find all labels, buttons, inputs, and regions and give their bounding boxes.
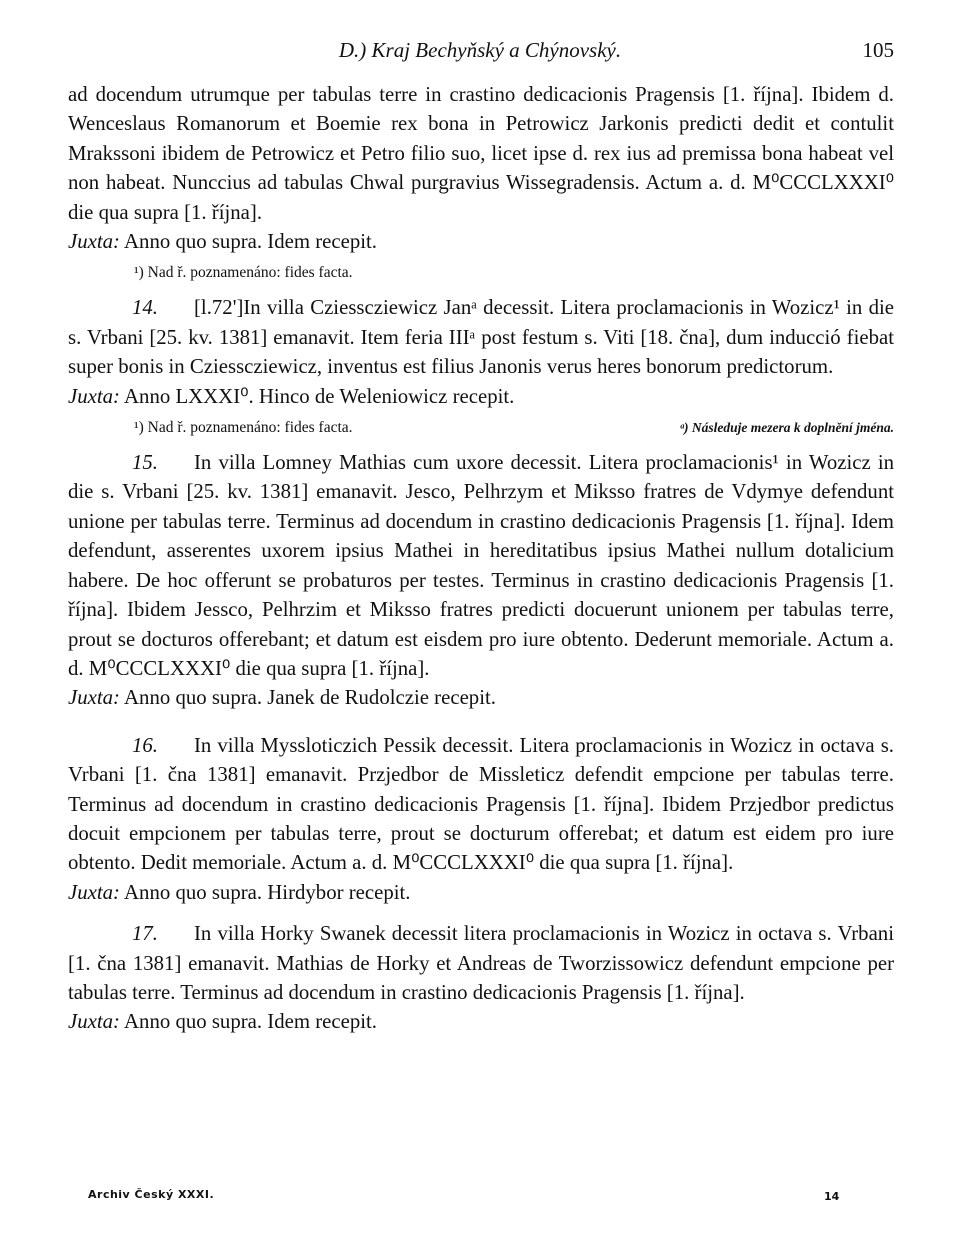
entry-15 — [68, 448, 894, 713]
juxta-label: Juxta: — [68, 384, 120, 408]
intro-juxta — [68, 227, 894, 256]
juxta-label: Juxta: — [68, 686, 120, 710]
entry-14 — [68, 293, 894, 440]
juxta-label: Juxta: — [68, 230, 120, 254]
intro-footnote — [68, 261, 894, 285]
entry-16 — [68, 731, 894, 907]
footnote-text: ¹) Nad ř. poznamenáno: fides facta. — [134, 419, 353, 437]
entry-17 — [68, 919, 894, 1037]
page-number: 105 — [862, 38, 894, 62]
juxta-text: Anno quo supra. Idem recepit. — [124, 1010, 377, 1034]
juxta-text: Anno LXXXI⁰. Hinco de Weleniowicz recepit. — [124, 384, 515, 408]
entry-juxta — [68, 382, 894, 411]
footnote-text-right: ᵃ) Následuje mezera k doplnění jména. — [679, 420, 894, 436]
entry-text: [l.72']In villa Cziesscziewicz Janᵃ decessit. Litera proclamacionis in Wozicz¹ in die s. Vrbani [25. kv. 1381] emanavit. Item feria IIIᵃ post festum s. Viti [18. čna], dum inducció fiebat super bonis in Cziesscziewicz, inventus est filius Janonis verus heres bonorum predictorum. — [68, 296, 894, 379]
footnote-text: ¹) Nad ř. poznamenáno: fides facta. — [134, 264, 353, 282]
entry-number: 14. — [132, 296, 158, 320]
entry-text: In villa Myssloticzich Pessik decessit. Litera proclamacionis in Wozicz in octava s. Vrbani [1. čna 1381] emanavit. Przjedbor de Missleticz defendit empcione per tabulas terre. Terminus ad docendum in crastino dedicacionis Pragensis [1. října]. Ibidem Przjedbor predictus docuit empcionem per tabulas terre, prout se docturum offerebat; et datum est eidem pro iure obtento. Dedit memoriale. Actum a. d. M⁰CCCLXXXI⁰ die qua supra [1. října]. — [68, 733, 894, 875]
juxta-text: Anno quo supra. Idem recepit. — [124, 230, 377, 254]
entry-number: 16. — [132, 733, 158, 757]
entry-text: In villa Horky Swanek decessit litera proclamacionis in Wozicz in octava s. Vrbani [1. čna 1381] emanavit. Mathias de Horky et Andreas de Tworzissowicz defendunt empcione per tabulas terre. Terminus ad docendum in crastino dedicacionis Pragensis [1. října]. — [68, 922, 894, 1004]
entry-juxta — [68, 1007, 894, 1036]
footer-sheet-number: 14 — [824, 1190, 840, 1203]
entry-text: In villa Lomney Mathias cum uxore decessit. Litera proclamacionis¹ in Wozicz in die s. Vrbani [25. kv. 1381] emanavit. Jesco, Pelhrzym et Miksso fratres de Vdymye defendunt unione per tabulas terre. Terminus ad docendum in crastino dedicacionis Pragensis [1. října]. Idem defendunt, asserentes uxorem ipsius Mathei in hereditatibus ipsius Mathei nullum dotalicium habere. De hoc offerunt se probaturos per testes. Terminus in crastino dedicacionis Pragensis [1. října]. Ibidem Jessco, Pelhrzim et Miksso fratres predicti docuerunt unionem per tabulas terre, prout se docturos offerebant; et datum est eisdem pro iure obtento. Dederunt memoriale. Actum a. d. M⁰CCCLXXXI⁰ die qua supra [1. října]. — [68, 451, 894, 680]
footer-signature: Archiv Český XXXI. — [88, 1188, 215, 1201]
entry-juxta — [68, 683, 894, 712]
juxta-text: Anno quo supra. Hirdybor recepit. — [124, 880, 411, 904]
juxta-label: Juxta: — [68, 880, 120, 904]
juxta-text: Anno quo supra. Janek de Rudolczie recepit. — [124, 686, 496, 710]
entry-juxta — [68, 878, 894, 907]
intro-paragraph: ad docendum utrumque per tabulas terre in crastino dedicacionis Pragensis [1. října]. Ibidem d. Wenceslaus Romanorum et Boemie rex bona in Petrowicz Jarkonis predicti dedit et contulit Mrakssoni ibidem de Petrowicz et Petro filio suo, licet ipse d. rex ius ad premissa bona habeat vel non habeat. Nunccius ad tabulas Chwal purgravius Wissegradensis. Actum a. d. M⁰CCCLXXXI⁰ die qua supra [1. října]. — [68, 83, 894, 224]
page-body — [68, 80, 894, 1037]
entry-number: 15. — [132, 451, 158, 475]
juxta-label: Juxta: — [68, 1010, 120, 1034]
entry-footnotes — [68, 416, 894, 440]
running-header-title: D.) Kraj Bechyňský a Chýnovský. — [338, 38, 622, 62]
entry-number: 17. — [132, 922, 158, 946]
